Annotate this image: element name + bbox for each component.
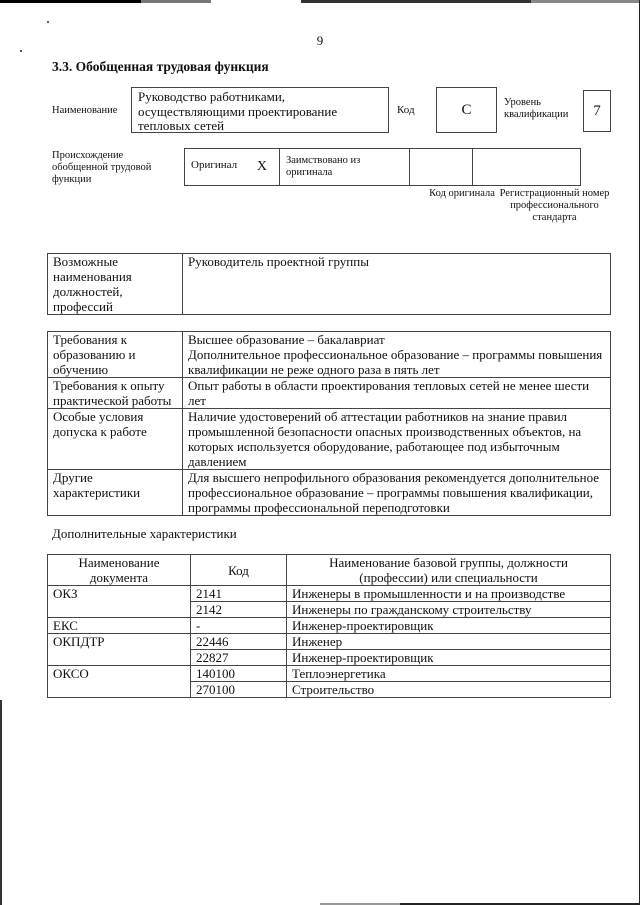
function-name-value: Руководство работниками, осуществляющими проектирование тепловых сетей (131, 87, 389, 133)
table-row (48, 634, 611, 650)
table-row (48, 666, 611, 682)
name-label: Наименование (52, 105, 118, 116)
cell-document: ОКСО (48, 666, 191, 682)
table-header-row (48, 555, 611, 586)
possible-positions-table (47, 253, 611, 315)
caption-registration-number: Регистрационный номер профессионального стандарта (499, 188, 610, 223)
requirement-label: Другие характеристики (48, 470, 183, 516)
code-label: Код (397, 104, 415, 116)
origin-table (184, 148, 581, 186)
cell-code: 2142 (191, 602, 287, 618)
qualification-level-value: 7 (583, 90, 611, 132)
requirement-value: Наличие удостоверений об аттестации работников на знание правил промышленной безопасности опасных производственных объектов, на которых используется оборудование, работающее под избыточным давлением (183, 409, 611, 470)
table-row (48, 650, 611, 666)
section-title: 3.3. Обобщенная трудовая функция (52, 59, 269, 74)
borrowed-label: Заимствовано из оригинала (280, 149, 410, 186)
cell-code: 2141 (191, 586, 287, 602)
cell-document: ОКПДТР (48, 634, 191, 650)
scan-edge-top (0, 0, 640, 3)
cell-document (48, 650, 191, 666)
cell-code: 270100 (191, 682, 287, 698)
cell-document: ЕКС (48, 618, 191, 634)
column-header-document: Наименование документа (48, 555, 191, 586)
column-header-name: Наименование базовой группы, должности (профессии) или специальности (287, 555, 611, 586)
cell-document: ОКЗ (48, 586, 191, 602)
cell-document (48, 602, 191, 618)
origin-original-cell (185, 149, 280, 186)
scan-speck (20, 50, 22, 52)
table-row (48, 602, 611, 618)
cell-document (48, 682, 191, 698)
cell-name: Инженер-проектировщик (287, 650, 611, 666)
requirement-value: Опыт работы в области проектирования тепловых сетей не менее шести лет (183, 378, 611, 409)
cell-name: Инженер (287, 634, 611, 650)
column-header-code: Код (191, 555, 287, 586)
cell-name: Инженер-проектировщик (287, 618, 611, 634)
caption-original-code: Код оригинала (429, 188, 495, 199)
possible-positions-value: Руководитель проектной группы (183, 254, 611, 315)
cell-name: Инженеры по гражданскому строительству (287, 602, 611, 618)
requirement-row-other (48, 470, 611, 516)
table-row (48, 618, 611, 634)
qualification-level-label: Уровень квалификации (504, 97, 569, 120)
additional-characteristics-table (47, 554, 611, 698)
origin-label: Происхождение обобщенной трудовой функции (52, 150, 152, 185)
table-row (48, 682, 611, 698)
page-number: 9 (316, 33, 324, 48)
cell-code: 22827 (191, 650, 287, 666)
registration-number-value (473, 149, 581, 186)
requirement-value (183, 332, 611, 378)
requirement-value: Для высшего непрофильного образования рекомендуется дополнительное профессиональное образование – программы повышения квалификации, программы профессиональной переподготовки (183, 470, 611, 516)
original-mark: X (256, 159, 267, 174)
requirement-row-special-conditions (48, 409, 611, 470)
function-code-value: C (436, 87, 497, 133)
cell-code: - (191, 618, 287, 634)
cell-code: 22446 (191, 634, 287, 650)
cell-name: Строительство (287, 682, 611, 698)
requirement-label: Требования к опыту практической работы (48, 378, 183, 409)
requirement-line: Дополнительное профессиональное образование – программы повышения квалификации не реже одного раза в пять лет (188, 347, 603, 377)
scan-edge-left (0, 700, 2, 905)
requirement-line: Высшее образование – бакалавриат (188, 332, 385, 347)
requirement-row-experience (48, 378, 611, 409)
table-row (48, 586, 611, 602)
scan-speck (47, 21, 49, 23)
requirement-label: Требования к образованию и обучению (48, 332, 183, 378)
original-code-value (410, 149, 473, 186)
requirement-row-education (48, 332, 611, 378)
requirements-table (47, 331, 611, 516)
additional-characteristics-title: Дополнительные характеристики (52, 526, 237, 541)
original-label: Оригинал (191, 159, 238, 171)
cell-name: Инженеры в промышленности и на производстве (287, 586, 611, 602)
possible-positions-label: Возможные наименования должностей, профессий (48, 254, 183, 315)
cell-code: 140100 (191, 666, 287, 682)
cell-name: Теплоэнергетика (287, 666, 611, 682)
requirement-label: Особые условия допуска к работе (48, 409, 183, 470)
